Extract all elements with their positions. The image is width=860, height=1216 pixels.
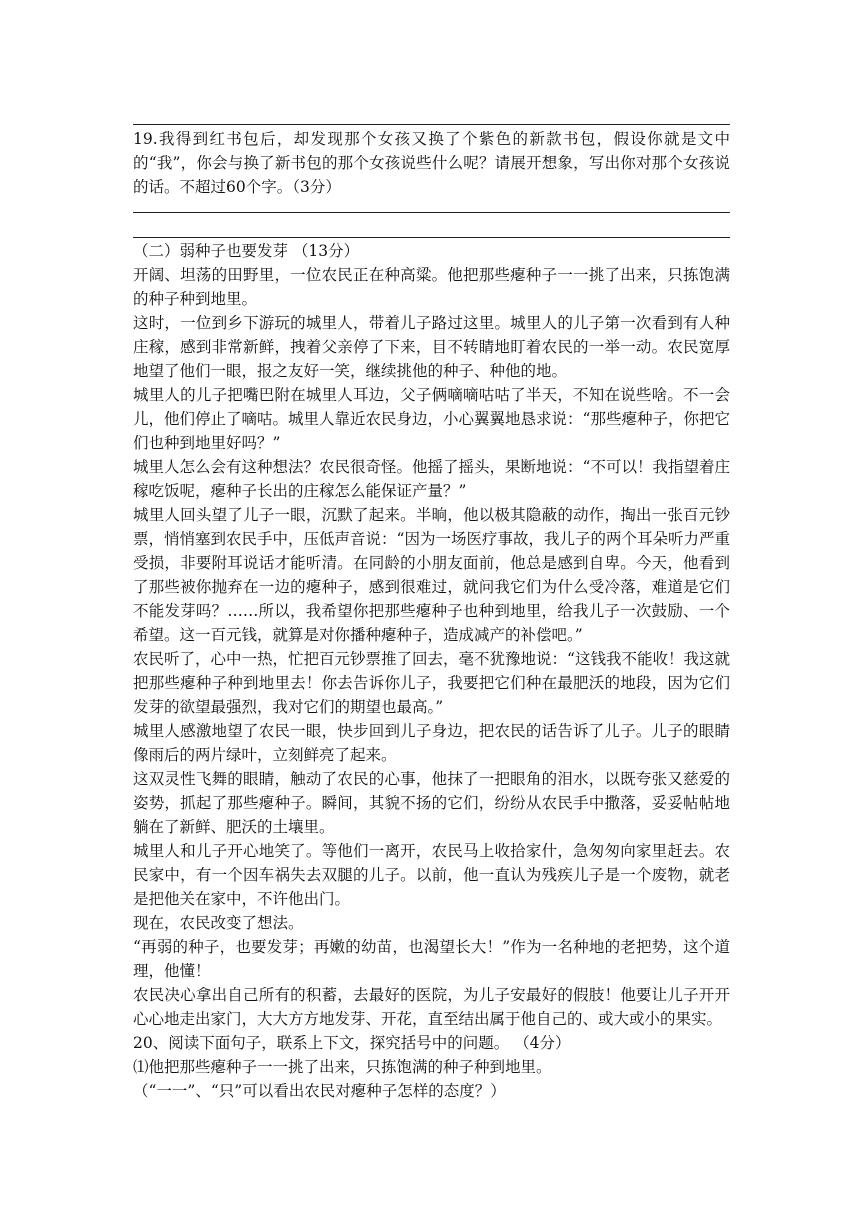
passage-paragraph: 这时，一位到乡下游玩的城里人，带着儿子路过这里。城里人的儿子第一次看到有人种庄稼，感到非常新鲜，拽着父亲停了下来，目不转睛地盯着农民的一举一动。农民宽厚地望了他们一眼，报之友好一笑，继续挑他的种子、种他的地。 — [133, 314, 730, 380]
answer-line-19-a[interactable] — [133, 212, 730, 213]
section-heading: （二）弱种子也要发芽 （13分） — [133, 242, 360, 260]
passage-paragraph: 农民决心拿出自己所有的积蓄，去最好的医院，为儿子安最好的假肢！他要让儿子开开心心地走出家门，大大方方地发芽、开花，直至结出属于他自己的、或大或小的果实。 — [133, 986, 730, 1028]
question-19-text: 19.我得到红书包后，却发现那个女孩又换了个紫色的新款书包，假设你就是文中的“我”，你会与换了新书包的那个女孩说些什么呢？请展开想象，写出你对那个女孩说的话。不超过60个字。（3分） — [133, 130, 730, 196]
passage-paragraph: 城里人回头望了儿子一眼，沉默了起来。半晌，他以极其隐蔽的动作，掏出一张百元钞票，悄悄塞到农民手中，压低声音说：“因为一场医疗事故，我儿子的两个耳朵听力严重受损，非要附耳说话才能听清。在同龄的小朋友面前，他总是感到自卑。今天，他看到了那些被你抛弃在一边的瘪种子，感到很难过，就问我它们为什么受冷落，难道是它们不能发芽吗？……所以，我希望你把那些瘪种子也种到地里，给我儿子一次鼓励、一个希望。这一百元钱，就算是对你播种瘪种子，造成减产的补偿吧。” — [133, 506, 730, 644]
passage-paragraph: “再弱的种子，也要发芽；再嫩的幼苗，也渴望长大！”作为一名种地的老把势，这个道理，他懂！ — [133, 938, 730, 980]
passage-paragraph: 这双灵性飞舞的眼睛，触动了农民的心事，他抹了一把眼角的泪水，以既夸张又慈爱的姿势，抓起了那些瘪种子。瞬间，其貌不扬的它们，纷纷从农民手中撒落，妥妥帖帖地躺在了新鲜、肥沃的土壤里。 — [133, 770, 730, 836]
passage-paragraph: 开阔、坦荡的田野里，一位农民正在种高粱。他把那些瘪种子一一挑了出来，只拣饱满的种子种到地里。 — [133, 266, 730, 308]
passage-paragraph: 城里人感激地望了农民一眼，快步回到儿子身边，把农民的话告诉了儿子。儿子的眼睛像雨后的两片绿叶，立刻鲜亮了起来。 — [133, 722, 730, 764]
question-19 — [133, 127, 730, 199]
question-20-item-1: ⑴他把那些瘪种子一一挑了出来，只拣饱满的种子种到地里。 — [133, 1058, 552, 1076]
answer-line-top — [133, 124, 730, 125]
answer-line-19-b[interactable] — [133, 237, 730, 238]
passage-paragraph: 农民听了，心中一热，忙把百元钞票推了回去，毫不犹豫地说：“这钱我不能收！我这就把那些瘪种子种到地里去！你去告诉你儿子，我要把它们种在最肥沃的地段，因为它们发芽的欲望最强烈，我对它们的期望也最高。” — [133, 650, 730, 716]
question-20-text: 20、阅读下面句子，联系上下文，探究括号中的问题。 （4分） — [133, 1034, 571, 1052]
passage-paragraph: 城里人的儿子把嘴巴附在城里人耳边，父子俩嘀嘀咕咕了半天，不知在说些啥。不一会儿，他们停止了嘀咕。城里人靠近农民身边，小心翼翼地恳求说：“那些瘪种子，你把它们也种到地里好吗？” — [133, 386, 730, 452]
passage-paragraph: 城里人怎么会有这种想法？农民很奇怪。他摇了摇头，果断地说：“不可以！我指望着庄稼吃饭呢，瘪种子长出的庄稼怎么能保证产量？” — [133, 458, 730, 500]
passage-paragraph: 城里人和儿子开心地笑了。等他们一离开，农民马上收拾家什，急匆匆向家里赶去。农民家中，有一个因车祸失去双腿的儿子。以前，他一直认为残疾儿子是一个废物，就老是把他关在家中，不许他出门。 — [133, 842, 730, 908]
passage-paragraph: 现在，农民改变了想法。 — [133, 914, 304, 932]
reading-passage — [133, 239, 730, 1103]
question-20-item-1-hint: （“一一”、“只”可以看出农民对瘪种子怎样的态度？） — [133, 1082, 506, 1100]
